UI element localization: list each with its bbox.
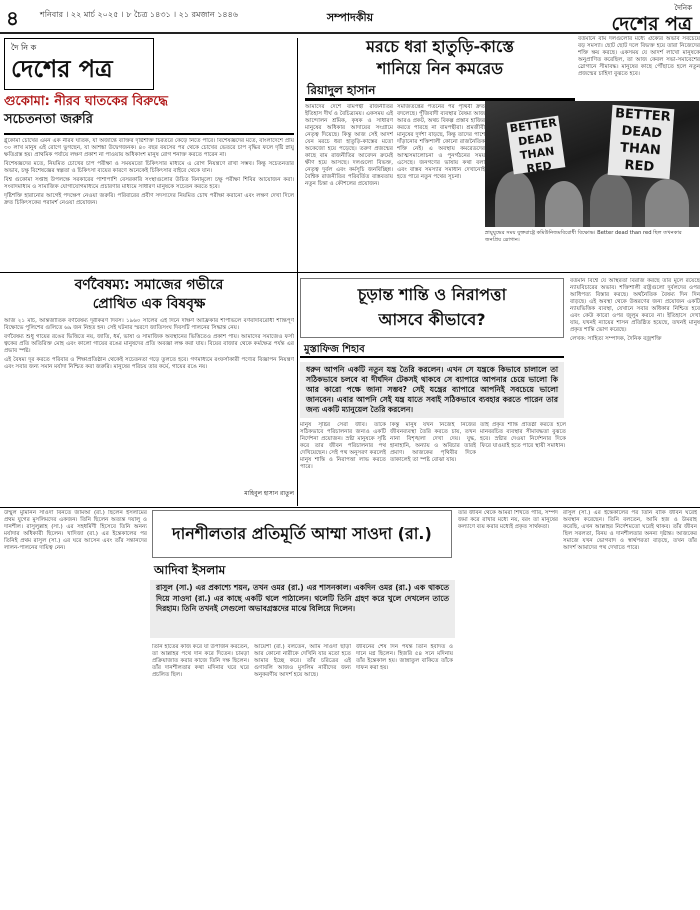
editorial-column (4, 38, 294, 270)
editorial-headline: গুকোমা: নীরব ঘাতকের বিরুদ্ধে (4, 94, 168, 109)
editorial-subhead: সচেতনতা জরুরি (4, 110, 294, 135)
photo-person (495, 171, 535, 227)
page-header (0, 0, 700, 34)
masthead-title: দেশের পত্র (611, 13, 692, 35)
main-article-column: আমাদের দেশে বামপন্থী রাজনীতির ইতিহাস দীর্ঘ ও বৈচিত্র্যময়। একসময় এই আন্দোলন শ্রমিক, কৃষক ও সাধারণ মানুষের অধিকার আদায়ের সংগ্রামে নেতৃত্ব দিয়েছে। কিন্তু আজ সেই আদর্শ যেন মরচে ধরা হাতুড়ি-কাস্তের মতো অকেজো হয়ে পড়েছে। তরুণ প্রজন্মের কাছে বাম রাজনীতির আবেদন ক্রমেই ক্ষীণ হয়ে আসছে। দলগুলো বিভক্ত, নেতৃত্ব দুর্বল এবং কর্মসূচি জনবিচ্ছিন্ন। বৈশ্বিক রাজনীতির পরিবর্তিত বাস্তবতায় নতুন চিন্তা ও কৌশলের প্রয়োজন। (305, 104, 393, 187)
sawda-article-column: জীবনের শেষ দিন পর্যন্ত তিনি ইবাদত ও দানে মগ্ন ছিলেন। হিজরি ৫৪ সনে মদিনায় তাঁর ইন্তেকাল হয়। জান্নাতুল বাকিতে তাঁকে দাফন করা হয়। (356, 644, 453, 671)
main-author: রিয়াদুল হাসান (307, 83, 376, 97)
racism-paragraph: বর্ণবৈষম্য শুধু গায়ের রঙের ভিত্তিতে নয়, জাতি, ধর্ম, ভাষা ও সামাজিক অবস্থানের ভিত্তিতেও প্রকাশ পায়। আমাদের সমাজেও ফর্সা ত্বকের প্রতি অতিরিক্ত মোহ এবং কালো গায়ের রঙের মানুষদের প্রতি অবজ্ঞা লক্ষ করা যায়। বিয়ের বাজার থেকে কর্মক্ষেত্র পর্যন্ত এর প্রভাব স্পষ্ট। (4, 334, 294, 354)
photo-person (545, 181, 583, 227)
photo-sign: BETTER DEAD THAN RED (507, 116, 566, 175)
editorial-paragraph: গ্লুকোমা চোখের এমন এক নীরব ঘাতক, যা অজান্তে ব্যক্তির দৃষ্টিশক্তি চিরতরে কেড়ে নিতে পারে। বিশেষজ্ঞদের মতে, বাংলাদেশে প্রায় ৩০ লাখ মানুষ এই রোগে ভুগছেন, যা আশঙ্কা উদ্বেগজনক। ৪০ বছর বয়সের পর থেকে চোখের ভেতরে চাপ বৃদ্ধির ফলে দৃষ্টি স্নায়ু ক্ষতিগ্রস্ত হয়। প্রাথমিক পর্যায়ে লক্ষণ প্রকাশ না পাওয়ায় অধিকাংশ মানুষ রোগ শনাক্ত করতে পারেন না। (4, 138, 294, 158)
peace-article (300, 278, 700, 506)
racism-headline-line-2: প্রোথিত এক বিষবৃক্ষ (92, 296, 206, 312)
main-headline (305, 36, 575, 80)
editorial-paragraph: দৃষ্টিশক্তি হারানোর আগেই পদক্ষেপ নেওয়া জরুরি। পরিবারের প্রবীণ সদস্যদের নিয়মিত চোখ পরীক্ষা করানো এবং লক্ষণ দেখা দিলে দ্রুত চিকিৎসকের পরামর্শ নেওয়া প্রয়োজন। (4, 193, 294, 206)
racism-paragraph: এই বৈষম্য দূর করতে পরিবার ও শিক্ষাপ্রতিষ্ঠান থেকেই সচেতনতা গড়ে তুলতে হবে। গণমাধ্যমে রংফর্সাকারী পণ্যের বিজ্ঞাপন নিয়ন্ত্রণ এবং সবার জন্য সমান মর্যাদা নিশ্চিত করা জরুরি। মানুষের পরিচয় তার কর্মে, গায়ের রঙে নয়। (4, 357, 294, 370)
editorial-mast-title: দেশের পত্র (11, 54, 113, 83)
main-headline-line-1: মরচে ধরা হাতুড়ি-কাস্তে (366, 37, 514, 56)
section-label: সম্পাদকীয় (326, 11, 374, 24)
protest-photo (485, 101, 699, 227)
photo-person (590, 173, 632, 227)
photo-sign: BETTER DEAD THAN RED (608, 105, 675, 179)
sawda-article-column: আয়েশা (রা.) বলতেন, আমি সাওদা ছাড়া আর কোনো নারীকে দেখিনি যার মতো হতে আমার ইচ্ছে করে। তাঁর চরিত্রের এই গুণাবলি আজও মুসলিম নারীদের জন্য অনুকরণীয় আদর্শ হয়ে আছে। (254, 644, 351, 678)
sawda-author: আদিবা ইসলাম (154, 563, 226, 577)
sawda-article-column: উম্মুল মুমিনিন সাওদা বিনতে জামআ (রা.) ছিলেন ইসলামের প্রথম যুগের মুসলিমদের একজন। তিনি ছিলেন অত্যন্ত দয়ালু ও দানশীল। রাসুলুল্লাহ (সা.) এর সহধর্মিণী হিসেবে তিনি অনন্য মর্যাদার অধিকারী ছিলেন। খাদিজা (রা.) এর ইন্তেকালের পর তিনিই প্রথম রাসুল (সা.) এর ঘরে আসেন এবং তাঁর সন্তানদের লালন-পালনের দায়িত্ব নেন। (4, 510, 147, 551)
peace-article-column: তাই প্রকৃত শান্তি প্রতিষ্ঠা করতে হলে মানবরচিত ব্যবস্থার সীমাবদ্ধতা বুঝতে হবে। স্রষ্টার দেওয়া নির্দেশনার দিকে ফিরে যাওয়াই হতে পারে স্থায়ী সমাধান। (480, 422, 566, 449)
editorial-masthead (4, 38, 154, 90)
masthead-small: দৈনিক (674, 4, 692, 12)
peace-article-column: কিন্তু মানুষ যখন নিজেই নিজের জীবনব্যবস্থা তৈরি করতে চায়, তখন নানা বিশৃঙ্খলা দেখা দেয়। যুদ্ধ, হানাহানি, অন্যায় ও অবিচার তারই প্রমাণ। আজকের পৃথিবীর দিকে তাকালেই তা স্পষ্ট বোঝা যায়। (390, 422, 476, 463)
photo-person (645, 179, 689, 227)
peace-article-paragraph: বর্তমান বিশ্বে যে অস্থিরতা বিরাজ করছে তার মূলে রয়েছে ন্যায়বিচারের অভাব। শক্তিশালী রাষ্ট্রগুলো দুর্বলদের ওপর আধিপত্য বিস্তার করছে। অর্থনৈতিক বৈষম্য দিন দিন বাড়ছে। এই অবস্থা থেকে উত্তরণের জন্য প্রয়োজন একটি ন্যায়ভিত্তিক ব্যবস্থা, যেখানে সবার অধিকার নিশ্চিত হবে এবং কেউ কারো ওপর জুলুম করবে না। ইতিহাসে দেখা যায়, যখনই ন্যায়ের শাসন প্রতিষ্ঠিত হয়েছে, তখনই মানুষ প্রকৃত শান্তি ভোগ করেছে। (570, 278, 700, 333)
divider (300, 356, 564, 358)
sawda-pull-quote: রাসুল (সা.) এর প্রকাশ্যে শয়ন, তখন ওমর (রা.) এর শাসনকাল। একদিন ওমর (রা.) এক থাকতে দিয়ে সাওদা (রা.) এর কাছে একটি থলে পাঠালেন। থলেটি তিনি গ্রহণ করে খুলে দেখলেন তাতে দিরহাম। তিনি তখনই সেগুলো অভাবগ্রস্তদের মাঝে বিলিয়ে দিলেন। (150, 580, 455, 638)
main-article-column: সমাজতন্ত্রের পতনের পর পৃথিবী দ্রুত বদলেছে। পুঁজিবাদী ব্যবস্থার বৈষম্য আজ আরও প্রকট, অথচ বিকল্প প্রস্তাব হাজির করতে পারছে না বামপন্থীরা। শ্রমজীবী মানুষের দুর্দশা বাড়ছে, কিন্তু তাদের পাশে দাঁড়ানোর শক্তিশালী কোনো রাজনৈতিক শক্তি নেই। এ অবস্থায় কমরেডদের আত্মসমালোচনা ও পুনর্গঠনের সময় এসেছে। জনগণের ভাষায় কথা বলা এবং বাস্তব সমস্যার সমাধান দেখানোই হতে পারে নতুন পথের সূচনা। (397, 104, 485, 180)
editorial-paragraph: বিশ্ব গুকোমা সপ্তাহ উপলক্ষে সরকারের পাশাপাশি বেসরকারি সংস্থাগুলোর উচিত বিনামূল্যে চক্ষু পরীক্ষা শিবির আয়োজন করা। সংবাদমাধ্যম ও সামাজিক যোগাযোগমাধ্যমে প্রচারণার মাধ্যমে সাধারণ মানুষকে সচেতন করতে হবে। (4, 177, 294, 190)
peace-article-column (570, 278, 700, 506)
peace-headline-line-2: আসবে কীভাবে? (378, 310, 486, 329)
main-headline-line-2: শানিয়ে নিন কমরেড (377, 59, 503, 78)
main-article (305, 36, 700, 263)
editorial-mast-small: দৈ নি ক (11, 43, 37, 52)
peace-headline-line-1: চূড়ান্ত শান্তি ও নিরাপত্তা (357, 285, 507, 304)
racism-article (4, 276, 294, 502)
photo-caption: স্নায়ুযুদ্ধের সময় যুক্তরাষ্ট্রে কমিউনিজমবিরোধী বিক্ষোভ। Better dead than red ছিল তখনকার জনপ্রিয় স্লোগান। (485, 230, 682, 243)
editorial-body (4, 138, 294, 278)
racism-headline (4, 276, 294, 314)
sawda-article (0, 510, 700, 910)
sawda-headline: দানশীলতার প্রতিমূর্তি আম্মা সাওদা (রা.) (152, 510, 452, 558)
racism-body (4, 318, 294, 488)
sawda-article-column: তিনি হাতের কাজ করে যা উপার্জন করতেন, তা আল্লাহর পথে দান করে দিতেন। চামড়া প্রক্রিয়াজাত করার কাজে তিনি দক্ষ ছিলেন। তাঁর দানশীলতার কথা মদিনার ঘরে ঘরে প্রচলিত ছিল। (152, 644, 249, 678)
divider (0, 507, 700, 508)
peace-article-footer: লেখক: সাহিত্য সম্পাদক, দৈনিক বজ্রশক্তি (570, 336, 662, 342)
sawda-article-column: তাঁর জীবন থেকে আমরা শিখতে পারি, সম্পদ জমা করে রাখার মধ্যে নয়, বরং তা মানুষের কল্যাণে ব্যয় করার মধ্যেই প্রকৃত সার্থকতা। (458, 510, 558, 530)
peace-headline-box (300, 278, 564, 338)
sawda-article-column: রাসুল (সা.) এর ইন্তেকালের পর তিনি বাকি জীবন ঘরেই অবস্থান করেছেন। তিনি বলতেন, আমি হজ ও উমরাহ করেছি, এখন আল্লাহর নির্দেশমতো ঘরেই থাকব। তাঁর জীবন ছিল সরলতা, বিনয় ও দানশীলতার অনন্য দৃষ্টান্ত। আজকের সমাজে যখন ভোগবাদ ও স্বার্থপরতা বাড়ছে, তখন তাঁর আদর্শ আমাদের পথ দেখাতে পারে। (563, 510, 697, 551)
peace-pull-quote: ধরুন আপনি একটি নতুন যন্ত্র তৈরি করলেন। এখন সে যন্ত্রকে কিভাবে চালালে তা সঠিকভাবে চলবে বা দীর্ঘদিন টেকসই থাকবে সে ব্যাপারে আপনার চেয়ে ভালো কি আর কারো পক্ষে জানা সম্ভব? সেই যন্ত্রের ব্যাপারে আপনিই সবচেয়ে ভালো জানবেন। এবার আপনি সেই যন্ত্র যাতে সবাই সঠিকভাবে ব্যবহার করতে পারেন তার জন্য একটি ম্যানুয়েল তৈরি করলেন। (300, 362, 564, 418)
peace-author: মুস্তাফিজ শিহাব (304, 344, 365, 355)
racism-paragraph: আজ ২১ মার্চ, আন্তর্জাতিক বর্ণবৈষম্য দূরীকরণ দিবস। ১৯৬০ সালের এই দিনে দক্ষিণ আফ্রিকার শার্পভিলে বর্ণবাদবিরোধী শান্তিপূর্ণ বিক্ষোভে পুলিশের গুলিতে ৬৯ জন নিহত হন। সেই ঘটনার স্মরণে জাতিসংঘ দিবসটি পালনের সিদ্ধান্ত নেয়। (4, 318, 294, 331)
date-line: শনিবার । ২২ মার্চ ২০২৫ । ৮ চৈত্র ১৪৩১ । ২১ রমজান ১৪৪৬ (40, 10, 239, 19)
racism-headline-line-1: বর্ণবৈষম্য: সমাজের গভীরে (74, 277, 224, 293)
divider (0, 272, 700, 273)
peace-article-column: মানুষ সৃষ্টির সেরা জীব। তাকে সঠিকভাবে পরিচালনার জন্যও একটি নির্দেশনা প্রয়োজন। স্রষ্টা মানুষকে সৃষ্টি করে তার জীবন পরিচালনার পথ দেখিয়েছেন। সেই পথ অনুসরণ করলেই মানুষ শান্তি ও নিরাপত্তা লাভ করতে পারে। (300, 422, 386, 470)
page-number: ৪ (6, 6, 19, 30)
main-article-column: বর্তমানে বাম দলগুলোর মধ্যে ঐক্যের অভাব সবচেয়ে বড় সমস্যা। ছোট ছোট দলে বিভক্ত হয়ে তারা নিজেদের শক্তি ক্ষয় করছে। একসময় যে আদর্শ লাখো মানুষকে অনুপ্রাণিত করেছিল, তা আজ কেবল সভা-সমাবেশের স্লোগানে সীমাবদ্ধ। মানুষের কাছে পৌঁছাতে হলে নতুন প্রজন্মের চাহিদা বুঝতে হবে। (578, 36, 700, 77)
header-masthead (612, 2, 693, 34)
column-divider (297, 38, 298, 506)
editorial-paragraph: বিশেষজ্ঞদের মতে, নিয়মিত চোখের চাপ পরীক্ষা ও সময়মতো চিকিৎসার মাধ্যমে এ রোগ নিয়ন্ত্রণে রাখা সম্ভব। কিন্তু সচেতনতার অভাব, চক্ষু বিশেষজ্ঞের স্বল্পতা ও চিকিৎসা ব্যয়ের কারণে অনেকেই চিকিৎসার বাইরে থেকে যান। (4, 161, 294, 174)
racism-byline: মাহিবুল হাসান রাতুল (244, 490, 294, 497)
